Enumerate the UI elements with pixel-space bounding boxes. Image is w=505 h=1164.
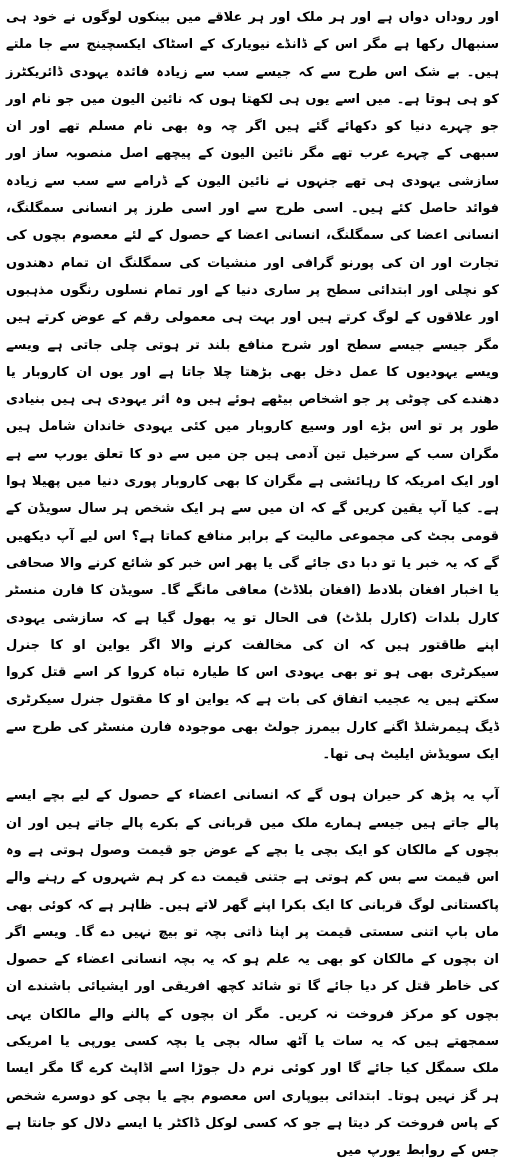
article-paragraph-2: آپ یہ پڑھ کر حیران ہوں گے کہ انسانی اعضاء کے حصول کے لیے بچے ایسے پالے جاتے ہیں جیسے ہمارے ملک میں قربانی کے بکرے پالے جاتے ہیں اور ان بچوں کے مالکان کو ایک بچی یا بچے کے عوض جو قیمت وصول ہوتی ہے وہ اس قیمت سے بس کم ہوتی ہے جتنی قیمت دے کر ہم شہروں کے رہنے والے پاکستانی لوگ قربانی کا ایک بکرا اپنے گھر لاتے ہیں۔ ظاہر ہے کہ کوئی بھی ماں باپ اتنی سستی قیمت پر اپنا ذاتی بچہ تو بیچ نہیں دے گا۔ ویسے اگر ان بچوں کے مالکان کو بھی یہ علم ہو کہ یہ بچہ انسانی اعضاء کے حصول کی خاطر قتل کر دیا جائے گا تو شائد کچھ افریقی اور ایشیائی باشندے ان بچوں کو مرکز فروخت نہ کریں۔ مگر ان بچوں کے پالنے والے مالکان یہی سمجھتے ہیں کہ یہ سات یا آٹھ سالہ بچی یا بچہ کسی یورپی یا امریکی ملک سمگل کیا جائے گا اور کوئی نرم دل جوڑا اسے اڈاپٹ کرے گا مگر ایسا ہر گز نہیں ہوتا۔ ابتدائی بیوپاری اس معصوم بچے یا بچی کو دوسرے شخص کے پاس فروخت کر دیتا ہے جو کہ کسی لوکل ڈاکٹر یا ایسے دلال کو جانتا ہے جس کے روابط یورپ میں xyxy=(6,788,499,1159)
article-body xyxy=(6,4,499,1164)
article-paragraph-1: اور روداں دواں ہے اور ہر ملک اور ہر علاقے میں بینکوں لوگوں نے خود ہی سنبھال رکھا ہے مگر اس کے ڈانڈے نیویارک کے اسٹاک ایکسچینج سے جا ملتے ہیں۔ بے شک اس طرح سے کہ جیسے سب سے زیادہ فائدہ یہودی ڈائریکٹرز کو ہی ہوتا ہے۔ میں اسے یوں ہی لکھتا ہوں کہ نائین الیون میں جو نام اور جو چہرے دنیا کو دکھائے گئے ہیں اگر چہ وہ بھی نام مسلم تھے اور ان سبھی کے چہرے عرب تھے مگر نائین الیون کے پیچھے اصل منصوبہ ساز اور سازشی یہودی ہی تھے جنہوں نے نائین الیون کے ڈرامے سے سب سے زیادہ فوائد حاصل کئے ہیں۔ اسی طرح سے اور اسی طرز پر انسانی سمگلنگ، انسانی اعضا کی سمگلنگ، انسانی اعضا کے حصول کے لئے معصوم بچوں کی تجارت اور ان کی پورنو گرافی اور منشیات کی سمگلنگ ان تمام دھندوں کو نچلی اور ابتدائی سطح پر ساری دنیا کے اور تمام نسلوں رنگوں مذہبوں اور علاقوں کے لوگ کرتے ہیں اور بہت ہی معمولی رقم کے عوض کرتے ہیں مگر جیسے جیسے سطح اور شرح منافع بلند تر ہوتی چلی جاتی ہے ویسے ویسے یہودیوں کا عمل دخل بھی بڑھتا چلا جاتا ہے اور یوں ان کاروبار یا دھندے کی چوٹی پر جو اشخاص بیٹھے ہوئے ہیں وہ اثر یہودی ہی ہیں بنیادی طور پر تو اس بڑے اور وسیع کاروبار میں کئی یہودی خاندان شامل ہیں مگران سب کے سرخیل تین آدمی ہیں جن میں سے دو کا تعلق یورپ سے ہے اور ایک امریکہ کا رہائشی ہے مگران کا بھی کاروبار پوری دنیا میں پھیلا ہوا ہے۔ کیا آپ یقین کریں گے کہ ان میں سے ہر ایک شخص ہر سال سویڈن کے قومی بجٹ کی مجموعی مالیت کے برابر منافع کماتا ہے؟ اس لیے آپ دیکھیں گے کہ یہ خبر یا تو دبا دی جائے گی یا پھر اس خبر کو شائع کرنے والا صحافی یا اخبار افغان بلادط (افغان بلاڈٹ) معافی مانگے گا۔ سویڈن کا فارن منسٹر کارل بلدات (کارل بلڈٹ) فی الحال تو یہ بھول گیا ہے کہ سازشی یہودی اپنے طاقتور ہیں کہ ان کی مخالفت کرنے والا اگر یواین او کا جنرل سیکرٹری بھی ہو تو بھی یہودی اس کا طیارہ تباہ کروا کر اسے قتل کروا سکتے ہیں یہ عجیب اتفاق کی بات ہے کہ یواین او کا مقتول جنرل سیکرٹری ڈیگ ہیمرشلڈ اگنے کارل بیمرز جولٹ بھی موجودہ فارن منسٹر کی طرح سے ایک سویڈش ایلیٹ ہی تھا۔ xyxy=(6,10,499,763)
